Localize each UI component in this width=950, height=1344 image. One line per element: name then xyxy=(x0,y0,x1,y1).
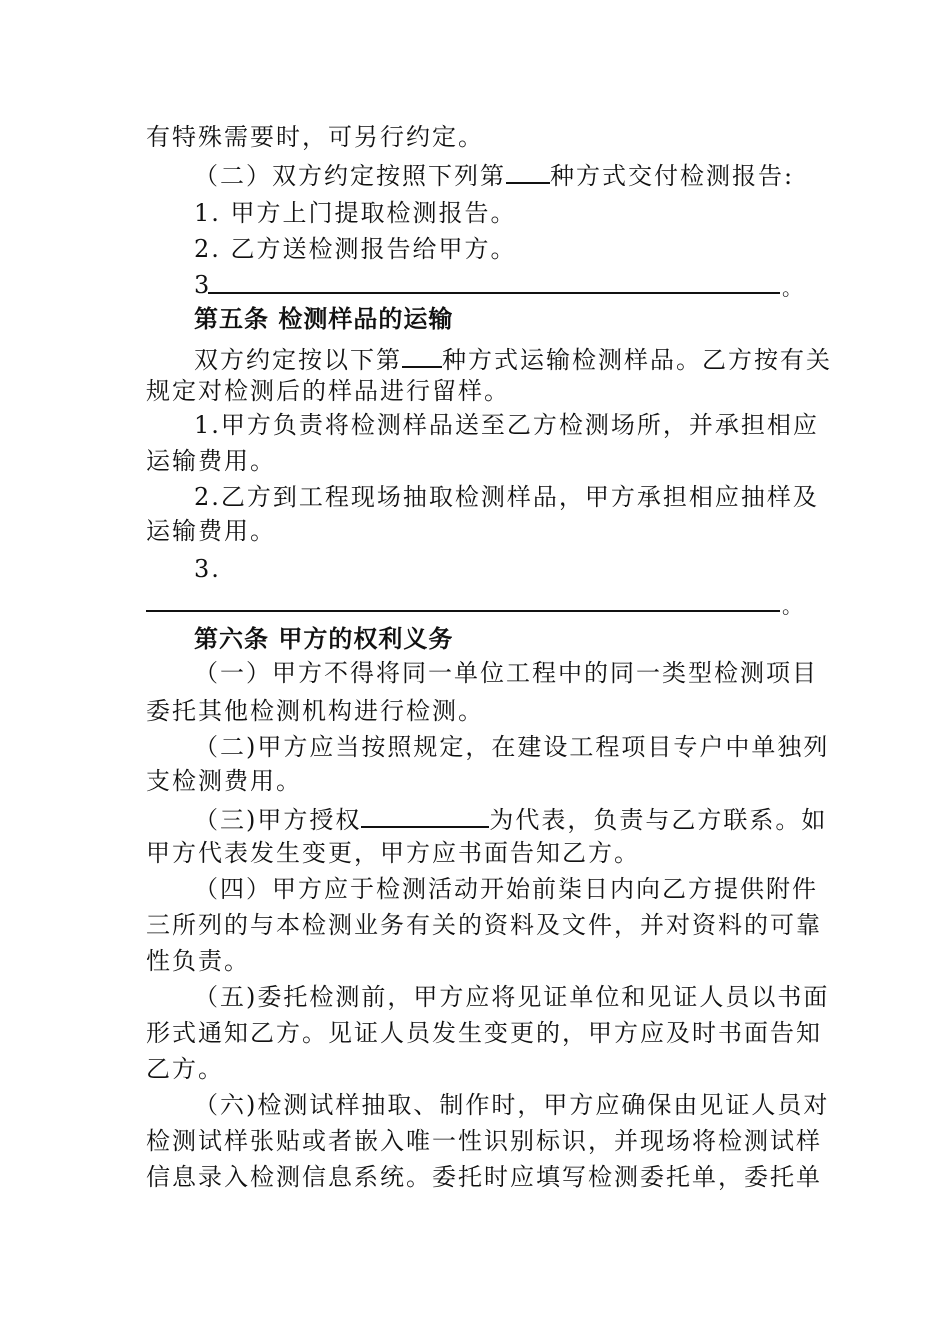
paragraph-line: （一）甲方不得将同一单位工程中的同一类型检测项目 xyxy=(194,659,818,687)
paragraph-line: 性负责。 xyxy=(146,947,250,975)
paragraph-line: 形式通知乙方。见证人员发生变更的，甲方应及时书面告知 xyxy=(146,1019,822,1047)
paragraph-line: 信息录入检测信息系统。委托时应填写检测委托单，委托单 xyxy=(146,1163,822,1191)
paragraph-line: 甲方代表发生变更，甲方应书面告知乙方。 xyxy=(146,839,640,867)
paragraph-line: 运输费用。 xyxy=(146,447,276,475)
clause-text: 种方式运输检测样品。乙方按有关 xyxy=(442,346,832,374)
fill-blank[interactable] xyxy=(506,156,550,184)
list-item: 3 xyxy=(194,271,212,299)
list-item: 2. 乙方送检测报告给甲方。 xyxy=(194,235,517,263)
fill-line[interactable] xyxy=(208,292,780,294)
paragraph-line: 规定对检测后的样品进行留样。 xyxy=(146,377,510,405)
clause-text: 双方约定按以下第 xyxy=(194,346,402,374)
fill-blank[interactable] xyxy=(361,800,489,828)
paragraph-line: （四）甲方应于检测活动开始前柒日内向乙方提供附件 xyxy=(194,875,818,903)
sample-transport-clause xyxy=(194,340,832,377)
period: 。 xyxy=(782,276,802,300)
paragraph-line: （二)甲方应当按照规定，在建设工程项目专户中单独列 xyxy=(194,733,830,761)
list-item: 2.乙方到工程现场抽取检测样品，甲方承担相应抽样及 xyxy=(194,483,819,511)
paragraph-line: 检测试样张贴或者嵌入唯一性识别标识，并现场将检测试样 xyxy=(146,1127,822,1155)
list-item: 3. xyxy=(194,555,221,583)
paragraph-line: （六)检测试样抽取、制作时，甲方应确保由见证人员对 xyxy=(194,1091,830,1119)
clause-text: （三)甲方授权 xyxy=(194,806,362,834)
paragraph-line: 委托其他检测机构进行检测。 xyxy=(146,697,484,725)
section-heading: 第五条 检测样品的运输 xyxy=(194,305,454,333)
list-item: 1. 甲方上门提取检测报告。 xyxy=(194,199,517,227)
list-item: 1.甲方负责将检测样品送至乙方检测场所，并承担相应 xyxy=(194,411,819,439)
paragraph-line: 乙方。 xyxy=(146,1055,224,1083)
fill-blank[interactable] xyxy=(402,340,442,368)
representative-clause xyxy=(194,800,827,837)
paragraph-line: 支检测费用。 xyxy=(146,767,302,795)
paragraph-line: 运输费用。 xyxy=(146,517,276,545)
paragraph-line: 三所列的与本检测业务有关的资料及文件，并对资料的可靠 xyxy=(146,911,822,939)
clause-text: 种方式交付检测报告: xyxy=(550,162,795,190)
period: 。 xyxy=(782,594,802,618)
clause-text: （二）双方约定按照下列第 xyxy=(194,162,506,190)
paragraph-line: （五)委托检测前，甲方应将见证单位和见证人员以书面 xyxy=(194,983,830,1011)
section-heading: 第六条 甲方的权利义务 xyxy=(194,625,454,653)
fill-line[interactable] xyxy=(146,610,780,612)
report-delivery-clause xyxy=(194,156,794,193)
paragraph-line: 有特殊需要时，可另行约定。 xyxy=(146,123,484,151)
clause-text: 为代表，负责与乙方联系。如 xyxy=(489,806,828,834)
